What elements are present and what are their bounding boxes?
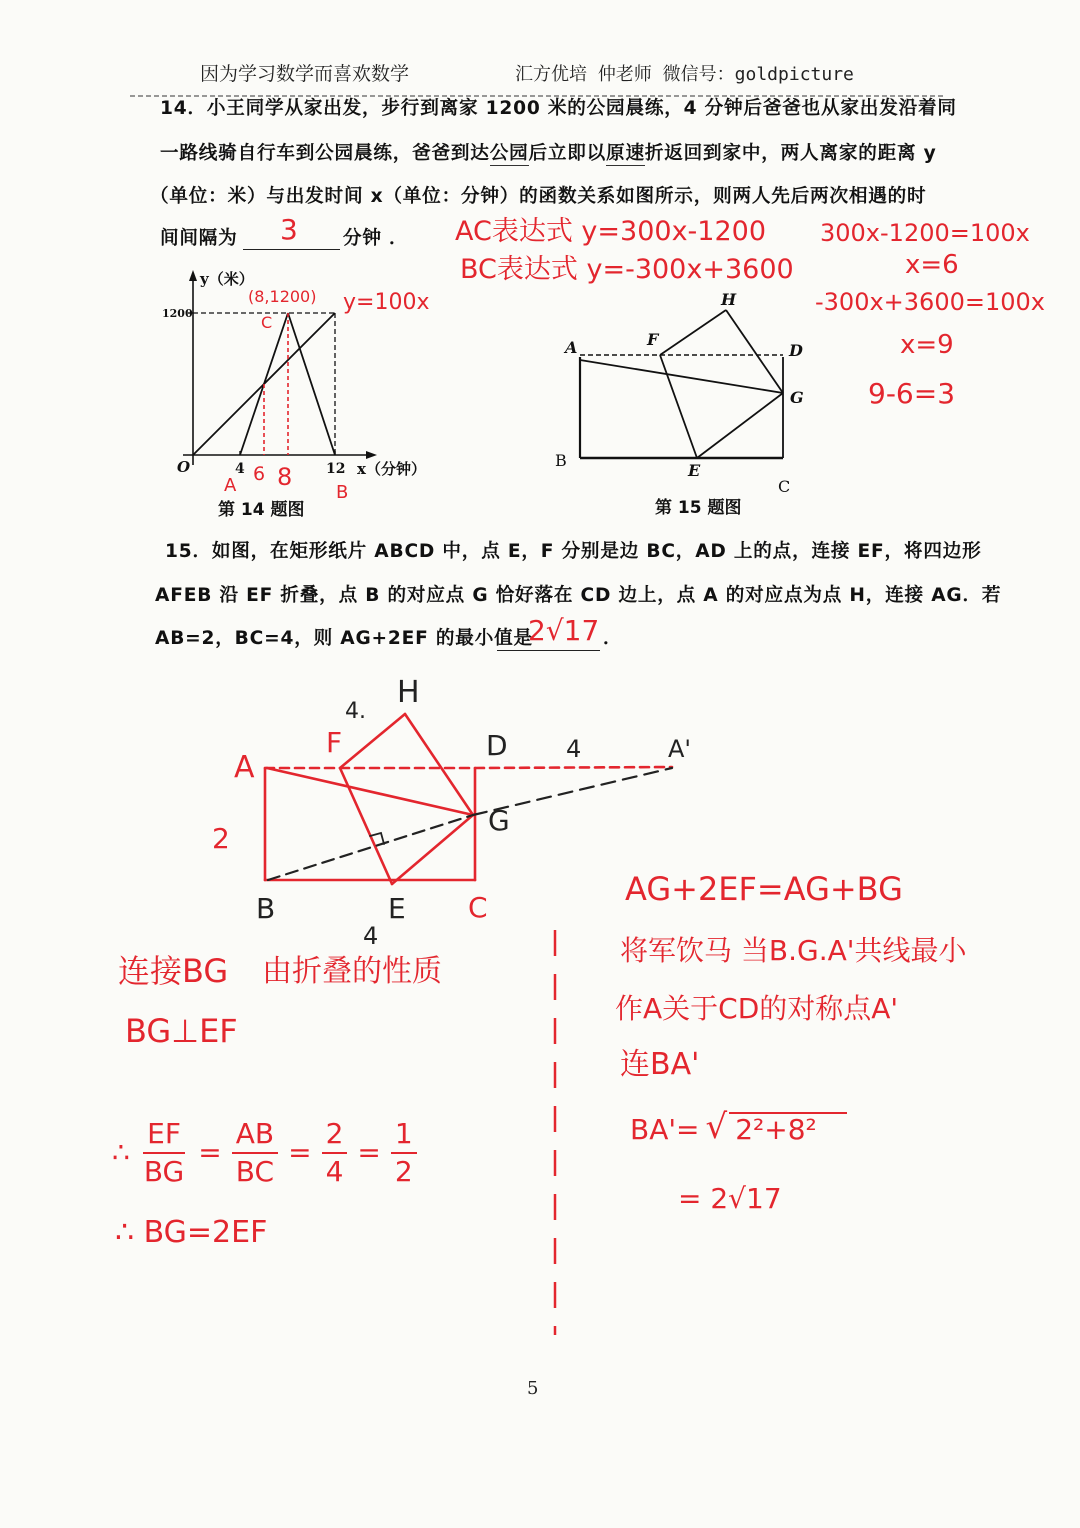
hand-label-a-prime: A' xyxy=(668,735,692,763)
q14-line-2-part-3: 后立即以 xyxy=(528,143,607,164)
hand-extension-da xyxy=(475,767,672,768)
fraction-numerator: 1 xyxy=(391,1118,417,1154)
solution-reflect-a: 作A关于CD的对称点A' xyxy=(615,992,899,1025)
q15-line-2: AFEB 沿 EF 折叠，点 B 的对应点 G 恰好落在 CD 边上，点 A 的对应点为点 H，连接 AG．若 xyxy=(155,585,1002,606)
fraction-numerator: 2 xyxy=(322,1118,348,1154)
header-teacher-info: 汇方优培 仲老师 微信号：goldpicture xyxy=(515,64,854,85)
q14-note-solution-1: x=6 xyxy=(905,250,959,280)
fig14-y-tick-label: 1200 xyxy=(162,307,193,320)
q14-line-3: （单位：米）与出发时间 x（单位：分钟）的函数关系如图所示，则两人先后两次相遇的时 xyxy=(150,186,927,207)
fig14-caption: 第 14 题图 xyxy=(218,500,305,520)
fraction-denominator: BC xyxy=(235,1155,275,1189)
hand-label-d: D xyxy=(486,729,508,762)
q14-line-2-part-5: 折返回到家中，两人离家的距离 y xyxy=(644,143,937,164)
fig14-pen-line-eq: y=100x xyxy=(343,290,430,315)
fig14-x-label: x（分钟） xyxy=(357,460,426,478)
fig14-x-tick-12: 12 xyxy=(326,461,346,477)
fraction-denominator: BG xyxy=(143,1155,185,1189)
fig15-label-f: F xyxy=(647,330,659,349)
fig15-label-h: H xyxy=(721,290,737,309)
q14-line-1: 14．小王同学从家出发，步行到离家 1200 米的公园晨练，4 分钟后爸爸也从家出发沿着同 xyxy=(160,98,957,119)
fig15-label-c: C xyxy=(778,477,791,496)
q14-answer-blank xyxy=(243,249,340,250)
solution-result: = 2√17 xyxy=(678,1182,782,1215)
hand-label-a: A xyxy=(234,750,255,785)
solution-connect-bg: 连接BG xyxy=(118,952,229,990)
hand-label-h: H xyxy=(397,675,420,710)
fraction-numerator: EF xyxy=(143,1118,185,1154)
fig14-y-label: y（米） xyxy=(200,270,254,288)
fig14-pen-peak: (8,1200) xyxy=(248,287,317,306)
hand-label-f: F xyxy=(326,726,343,759)
fig14-pen-b: B xyxy=(336,482,349,503)
fig15-caption: 第 15 题图 xyxy=(655,498,742,518)
fig15-segment-eg xyxy=(697,393,783,458)
q14-note-solution-2: x=9 xyxy=(900,330,954,360)
equals-sign: = xyxy=(198,1136,222,1170)
fig14-pen-8: 8 xyxy=(277,463,293,491)
q15-line-3-prefix: AB=2，BC=4，则 AG+2EF 的最小值是 xyxy=(155,628,533,649)
distance-lhs: BA'= xyxy=(630,1113,700,1146)
fraction-numerator: AB xyxy=(232,1118,278,1154)
figure-14-pen-marks xyxy=(264,313,288,455)
hand-segment-hg xyxy=(405,714,473,815)
page-number: 5 xyxy=(527,1378,539,1399)
fig14-pen-a: A xyxy=(224,475,237,496)
fig15-segment-fe xyxy=(660,355,697,458)
hand-segment-eg xyxy=(392,815,473,884)
q15-answer-blank xyxy=(497,650,600,651)
fig14-x-arrow xyxy=(366,451,377,459)
hand-label-four-bottom: 4 xyxy=(363,922,379,950)
fig15-label-g: G xyxy=(790,388,804,407)
q14-underlined-park: 公园 xyxy=(489,143,529,164)
q14-note-difference: 9-6=3 xyxy=(868,377,956,410)
fig15-segment-fh xyxy=(660,310,726,355)
q14-line-4-prefix: 间间隔为 xyxy=(160,228,238,249)
therefore-symbol: ∴ xyxy=(112,1136,130,1170)
fraction-1-2 xyxy=(391,1118,417,1188)
solution-distance-formula xyxy=(630,1107,847,1147)
fraction-denominator: 4 xyxy=(325,1155,344,1189)
hand-label-c: C xyxy=(468,891,488,924)
q14-note-equation-1: 300x-1200=100x xyxy=(820,219,1030,247)
equals-sign: = xyxy=(357,1136,381,1170)
fig15-segment-ag xyxy=(580,360,783,393)
solution-transform: AG+2EF=AG+BG xyxy=(625,870,903,908)
solution-conclusion-bg: ∴ BG=2EF xyxy=(115,1215,268,1250)
radicand: 2²+8² xyxy=(729,1112,847,1144)
q14-note-ac-expression: AC表达式 y=300x-1200 xyxy=(455,216,767,247)
hand-label-four-top: 4. xyxy=(345,699,366,724)
fig15-label-a: A xyxy=(565,338,578,357)
hand-label-four-right: 4 xyxy=(566,735,582,763)
solution-connect-ba: 连BA' xyxy=(620,1047,700,1082)
q14-note-bc-expression: BC表达式 y=-300x+3600 xyxy=(460,254,794,285)
solution-fold-property: 由折叠的性质 xyxy=(262,954,442,989)
fig14-pen-c: C xyxy=(261,313,273,332)
q14-answer: 3 xyxy=(280,213,298,246)
q14-line-2 xyxy=(160,145,937,164)
solution-perpendicular: BG⊥EF xyxy=(125,1012,238,1050)
solution-principle: 将军饮马 当B.G.A'共线最小 xyxy=(620,934,967,967)
fraction-ef-bg xyxy=(140,1118,188,1188)
header-motto: 因为学习数学而喜欢数学 xyxy=(200,63,410,85)
fig15-label-e: E xyxy=(688,461,701,480)
hand-label-b: B xyxy=(256,892,276,925)
q14-line-4-suffix: 分钟 ． xyxy=(343,228,409,249)
hand-segment-ag xyxy=(267,768,473,815)
q14-underlined-speed: 原速 xyxy=(606,143,645,164)
q14-line-2-part-1: 一路线骑自行车到公园晨练，爸爸到达 xyxy=(160,143,490,164)
fraction-denominator: 2 xyxy=(394,1155,413,1189)
fig14-dad-back-line xyxy=(288,313,335,455)
hand-diagram-labels xyxy=(212,675,691,950)
figure-15-labels xyxy=(555,290,804,518)
hand-segment-bg xyxy=(268,815,473,880)
equals-sign: = xyxy=(288,1136,312,1170)
q15-line-3-suffix: ． xyxy=(603,628,623,649)
q15-line-1: 15．如图，在矩形纸片 ABCD 中，点 E，F 分别是边 BC，AD 上的点，连接 EF，将四边形 xyxy=(165,541,982,562)
fig14-pen-6: 6 xyxy=(253,463,266,485)
hand-label-e: E xyxy=(388,892,406,925)
figure-15 xyxy=(580,310,783,458)
fig14-origin-label: O xyxy=(177,458,191,476)
q14-note-equation-2: -300x+3600=100x xyxy=(815,288,1045,316)
q15-answer: 2√17 xyxy=(528,614,600,647)
fig15-label-b: B xyxy=(555,451,567,470)
fraction-ab-bc xyxy=(232,1118,278,1188)
fig15-segment-hg xyxy=(726,310,783,393)
fraction-2-4 xyxy=(322,1118,348,1188)
radical-symbol: √ xyxy=(705,1107,728,1147)
fig14-x-tick-4: 4 xyxy=(235,461,245,477)
solution-ratio-equation xyxy=(112,1118,417,1188)
fig15-label-d: D xyxy=(789,341,803,360)
hand-label-two: 2 xyxy=(212,822,230,855)
hand-label-g: G xyxy=(488,804,510,837)
fig14-y-arrow xyxy=(189,270,197,281)
